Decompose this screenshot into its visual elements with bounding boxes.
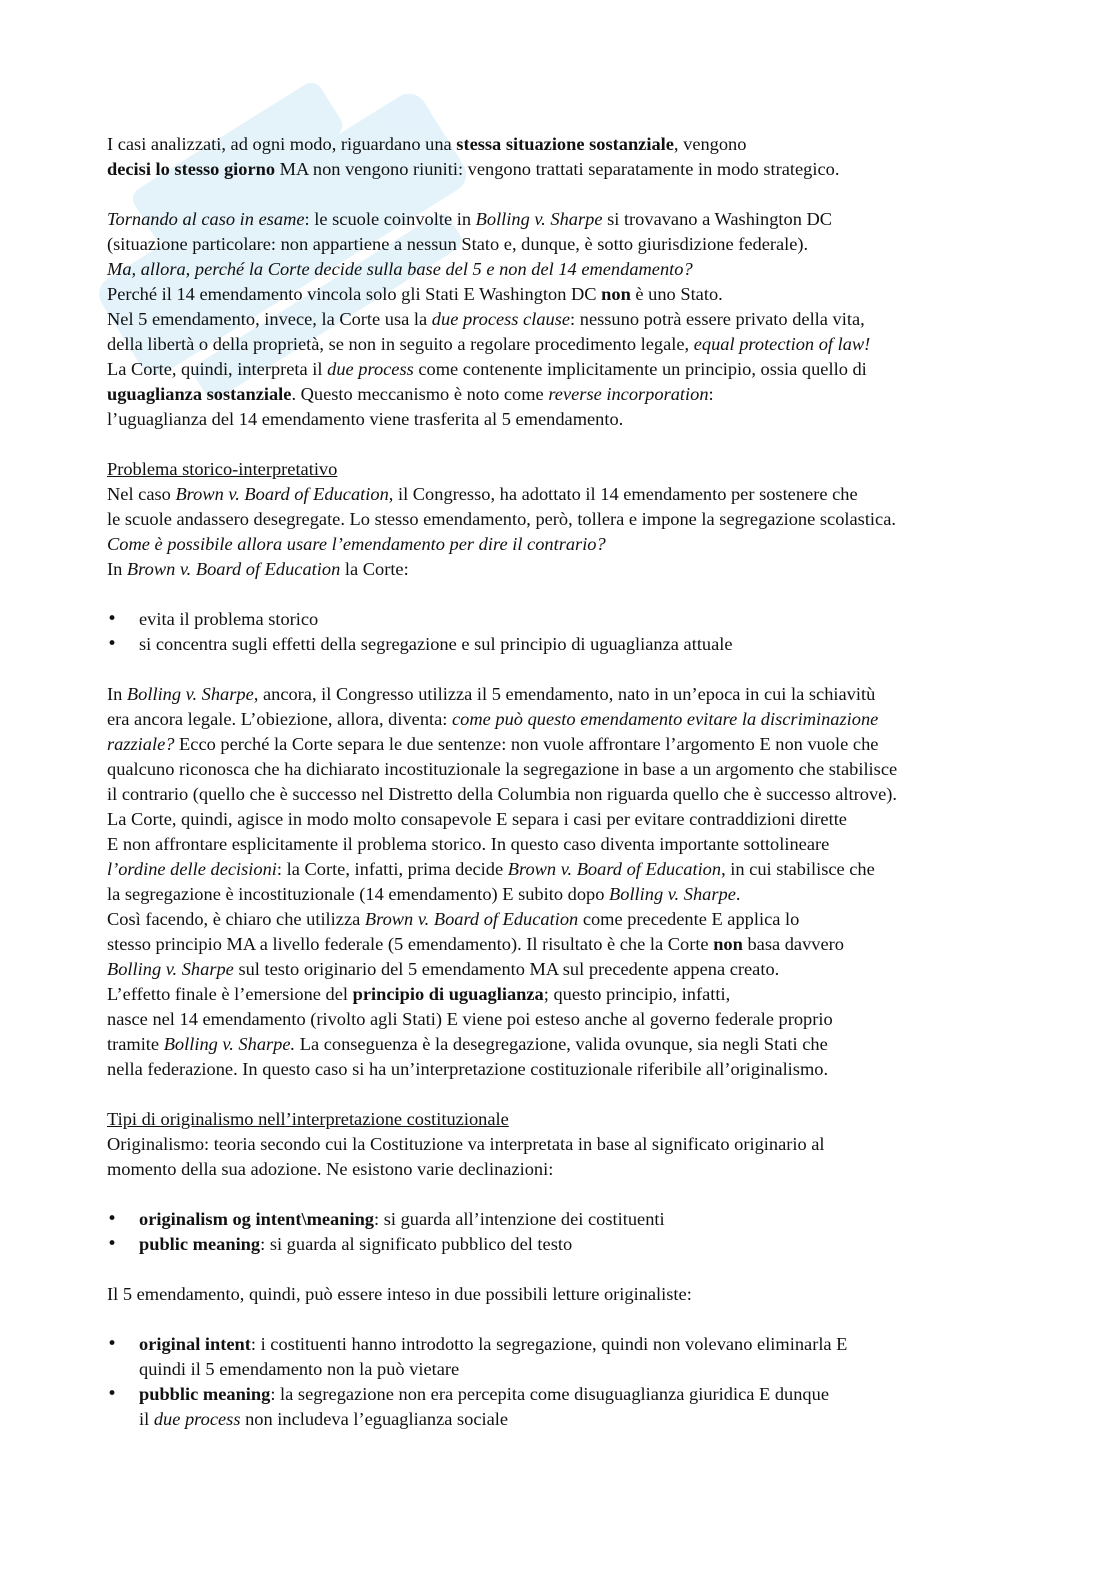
section-heading: Tipi di originalismo nell’interpretazione costituzionale bbox=[107, 1109, 509, 1129]
paragraph-line: decisi lo stesso giorno MA non vengono riuniti: vengono trattati separatamente in modo strategico. bbox=[107, 159, 840, 179]
section-heading: Problema storico-interpretativo bbox=[107, 459, 338, 479]
bullet-list bbox=[107, 607, 1007, 657]
paragraph-line: era ancora legale. L’obiezione, allora, diventa: come può questo emendamento evitare la discriminazione bbox=[107, 709, 879, 729]
paragraph-line: (situazione particolare: non appartiene a nessun Stato e, dunque, è sotto giurisdizione federale). bbox=[107, 234, 809, 254]
paragraph-line: nasce nel 14 emendamento (rivolto agli Stati) E viene poi esteso anche al governo federale proprio bbox=[107, 1009, 833, 1029]
document-page bbox=[107, 132, 1007, 1432]
paragraph-line: Nel 5 emendamento, invece, la Corte usa la due process clause: nessuno potrà essere privato della vita, bbox=[107, 309, 865, 329]
paragraph-line: Così facendo, è chiaro che utilizza Brown v. Board of Education come precedente E applica lo bbox=[107, 909, 800, 929]
paragraph-line: La Corte, quindi, interpreta il due process come contenente implicitamente un principio, ossia quello di bbox=[107, 359, 867, 379]
list-item: • evita il problema storico bbox=[107, 607, 1007, 632]
paragraph-line: Bolling v. Sharpe sul testo originario del 5 emendamento MA sul precedente appena creato. bbox=[107, 959, 780, 979]
paragraph-line: Tornando al caso in esame: le scuole coinvolte in Bolling v. Sharpe si trovavano a Washington DC bbox=[107, 209, 833, 229]
paragraph-line: Il 5 emendamento, quindi, può essere inteso in due possibili letture originaliste: bbox=[107, 1284, 692, 1304]
paragraph-line: uguaglianza sostanziale. Questo meccanismo è noto come reverse incorporation: bbox=[107, 384, 714, 404]
bullet-list bbox=[107, 1207, 1007, 1257]
paragraph-line: il contrario (quello che è successo nel Distretto della Columbia non riguarda quello che è successo altrove). bbox=[107, 784, 898, 804]
paragraph-line: momento della sua adozione. Ne esistono varie declinazioni: bbox=[107, 1159, 554, 1179]
paragraph-line: Perché il 14 emendamento vincola solo gli Stati E Washington DC non è uno Stato. bbox=[107, 284, 723, 304]
paragraph-line: le scuole andassero desegregate. Lo stesso emendamento, però, tollera e impone la segregazione scolastica. bbox=[107, 509, 896, 529]
bullet-list bbox=[107, 1332, 1007, 1432]
list-item: • originalism og intent\meaning: si guarda all’intenzione dei costituenti bbox=[107, 1207, 1007, 1232]
paragraph-line: La Corte, quindi, agisce in modo molto consapevole E separa i casi per evitare contraddizioni dirette bbox=[107, 809, 847, 829]
paragraph-line: In Bolling v. Sharpe, ancora, il Congresso utilizza il 5 emendamento, nato in un’epoca in cui la schiavitù bbox=[107, 684, 876, 704]
paragraph-line: tramite Bolling v. Sharpe. La conseguenza è la desegregazione, valida ovunque, sia negli Stati che bbox=[107, 1034, 828, 1054]
paragraph-line: la segregazione è incostituzionale (14 emendamento) E subito dopo Bolling v. Sharpe. bbox=[107, 884, 741, 904]
paragraph-line: Originalismo: teoria secondo cui la Costituzione va interpretata in base al significato originario al bbox=[107, 1134, 825, 1154]
list-item: • pubblic meaning: la segregazione non era percepita come disuguaglianza giuridica E dunque il due process non includeva l’eguaglianza sociale bbox=[107, 1382, 1007, 1432]
paragraph-line: l’ordine delle decisioni: la Corte, infatti, prima decide Brown v. Board of Education, in cui stabilisce che bbox=[107, 859, 875, 879]
paragraph-line: l’uguaglianza del 14 emendamento viene trasferita al 5 emendamento. bbox=[107, 409, 624, 429]
paragraph-line: Nel caso Brown v. Board of Education, il Congresso, ha adottato il 14 emendamento per sostenere che bbox=[107, 484, 858, 504]
paragraph-line: Come è possibile allora usare l’emendamento per dire il contrario? bbox=[107, 534, 606, 554]
list-item: • original intent: i costituenti hanno introdotto la segregazione, quindi non volevano eliminarla E quindi il 5 emendamento non la può vietare bbox=[107, 1332, 1007, 1382]
list-item: • si concentra sugli effetti della segregazione e sul principio di uguaglianza attuale bbox=[107, 632, 1007, 657]
paragraph-line: stesso principio MA a livello federale (5 emendamento). Il risultato è che la Corte non basa davvero bbox=[107, 934, 844, 954]
paragraph-line: In Brown v. Board of Education la Corte: bbox=[107, 559, 409, 579]
paragraph-line: I casi analizzati, ad ogni modo, riguardano una stessa situazione sostanziale, vengono bbox=[107, 134, 747, 154]
paragraph-line: razziale? Ecco perché la Corte separa le due sentenze: non vuole affrontare l’argomento E non vuole che bbox=[107, 734, 879, 754]
paragraph-line: E non affrontare esplicitamente il problema storico. In questo caso diventa importante sottolineare bbox=[107, 834, 830, 854]
paragraph-line: Ma, allora, perché la Corte decide sulla base del 5 e non del 14 emendamento? bbox=[107, 259, 693, 279]
paragraph-line: della libertà o della proprietà, se non in seguito a regolare procedimento legale, equal protection of law! bbox=[107, 334, 871, 354]
paragraph-line: nella federazione. In questo caso si ha un’interpretazione costituzionale riferibile all’originalismo. bbox=[107, 1059, 829, 1079]
paragraph-line: L’effetto finale è l’emersione del principio di uguaglianza; questo principio, infatti, bbox=[107, 984, 731, 1004]
paragraph-line: qualcuno riconosca che ha dichiarato incostituzionale la segregazione in base a un argomento che stabilisce bbox=[107, 759, 898, 779]
list-item: • public meaning: si guarda al significato pubblico del testo bbox=[107, 1232, 1007, 1257]
